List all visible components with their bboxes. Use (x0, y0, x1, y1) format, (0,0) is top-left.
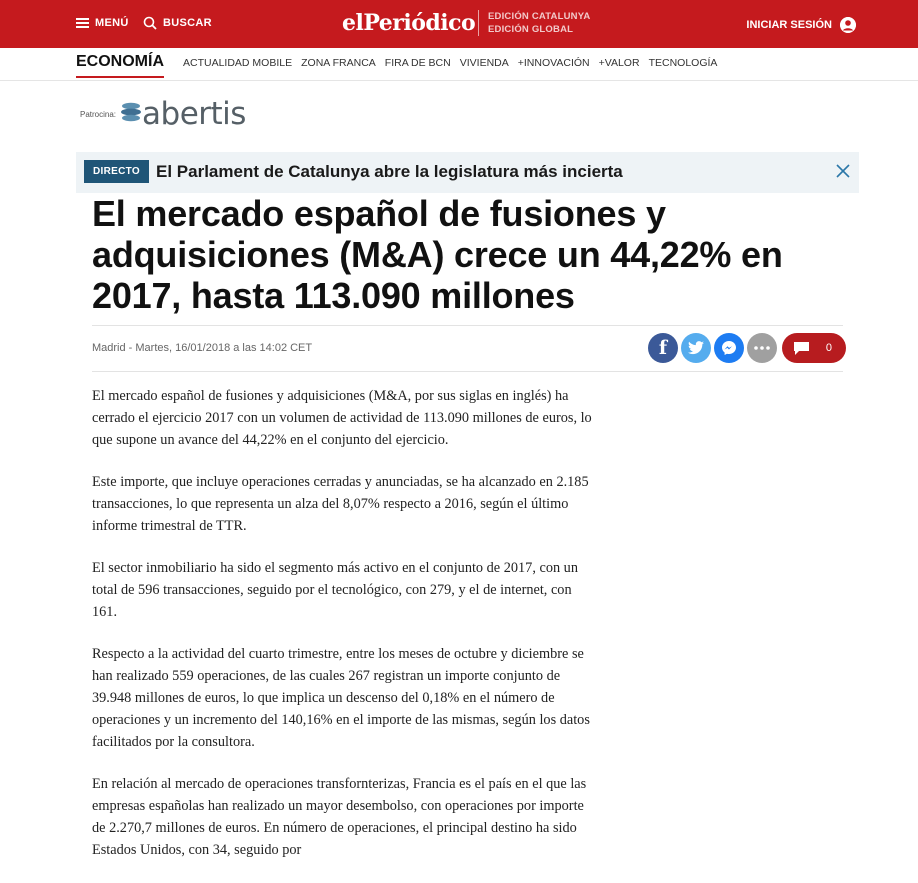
section-nav (0, 48, 918, 81)
top-bar (0, 0, 918, 48)
sponsor-logo[interactable] (120, 96, 246, 132)
divider (92, 371, 843, 372)
comments-button[interactable] (782, 333, 846, 363)
section-link[interactable]: FIRA DE BCN (384, 57, 451, 69)
facebook-share-button[interactable] (648, 333, 678, 363)
live-banner (76, 152, 859, 193)
search-icon (143, 16, 157, 30)
facebook-icon: f (658, 337, 668, 359)
login-label: INICIAR SESIÓN (746, 19, 832, 31)
menu-label: MENÚ (95, 17, 129, 29)
edition-global-link[interactable]: EDICIÓN GLOBAL (488, 24, 574, 35)
section-link[interactable]: TECNOLOGÍA (648, 57, 718, 69)
article-paragraph: Este importe, que incluye operaciones cerradas y anunciadas, se ha alcanzado en 2.185 transacciones, lo que representa un alza del 8,07% respecto a 2016, según el último informe trimestral de TTR. (92, 474, 589, 534)
edition-selector (478, 10, 590, 36)
login-button[interactable] (746, 17, 856, 33)
article-paragraph: El sector inmobiliario ha sido el segmento más activo en el conjunto de 2017, con un total de 596 transacciones, seguido por el tecnológico, con 279, y el de internet, con 161. (92, 560, 578, 620)
sponsor-name: abertis (142, 96, 246, 132)
search-button[interactable] (143, 16, 212, 30)
comment-count: 0 (825, 342, 832, 354)
close-icon[interactable] (835, 163, 851, 179)
sponsor-block (80, 96, 246, 132)
article-dateline: Madrid - Martes, 16/01/2018 a las 14:02 CET (92, 342, 313, 354)
hamburger-icon (76, 18, 89, 28)
more-share-button[interactable] (747, 333, 777, 363)
section-link[interactable]: ZONA FRANCA (301, 57, 376, 69)
twitter-icon (688, 341, 704, 355)
divider (92, 325, 843, 326)
article-paragraph: El mercado español de fusiones y adquisiciones (M&A, por sus siglas en inglés) ha cerrado el ejercicio 2017 con un volumen de actividad de 113.090 millones de euros, lo que supone un avance del 44,22% en el conjunto del ejercicio. (92, 388, 592, 448)
edition-catalunya-link[interactable]: EDICIÓN CATALUNYA (488, 11, 591, 22)
sponsor-prefix: Patrocina: (80, 109, 117, 119)
section-link[interactable]: ACTUALIDAD MOBILE (183, 57, 293, 69)
comment-icon (794, 342, 809, 355)
article-paragraph: Respecto a la actividad del cuarto trimestre, entre los meses de octubre y diciembre se han realizado 559 operaciones, de las cuales 267 registran un importe conjunto de 39.948 millones de euros, lo que implica un descenso del 0,18% en el número de operaciones y un incremento del 140,16% en el importe de las mismas, según los datos facilitados por la consultora. (92, 646, 590, 750)
search-label: BUSCAR (163, 17, 212, 29)
twitter-share-button[interactable] (681, 333, 711, 363)
more-icon (754, 346, 770, 350)
section-link[interactable]: +VALOR (598, 57, 640, 69)
abertis-logo-icon (120, 101, 142, 127)
menu-button[interactable] (76, 17, 129, 29)
article-paragraph: En relación al mercado de operaciones transfornterizas, Francia es el país en el que las empresas españolas han realizado un mayor desembolso, con operaciones por importe de 2.270,7 millones de euros. En número de operaciones, el principal destino ha sido Estados Unidos, con 34, seguido por (92, 776, 587, 858)
messenger-icon (721, 340, 737, 356)
section-link[interactable]: VIVIENDA (459, 57, 509, 69)
site-logo[interactable]: elPeriódico (342, 10, 476, 36)
share-bar (648, 333, 846, 363)
live-badge[interactable]: DIRECTO (84, 160, 149, 183)
article-headline: El mercado español de fusiones y adquisiciones (M&A) crece un 44,22% en 2017, hasta 113.090 millones (92, 193, 783, 316)
user-icon (840, 17, 856, 33)
article-body (92, 385, 592, 881)
live-headline-link[interactable]: El Parlament de Catalunya abre la legislatura más incierta (156, 162, 623, 181)
section-link[interactable]: +INNOVACIÓN (517, 57, 590, 69)
messenger-share-button[interactable] (714, 333, 744, 363)
section-title[interactable]: ECONOMÍA (76, 53, 164, 78)
section-links (183, 57, 717, 69)
